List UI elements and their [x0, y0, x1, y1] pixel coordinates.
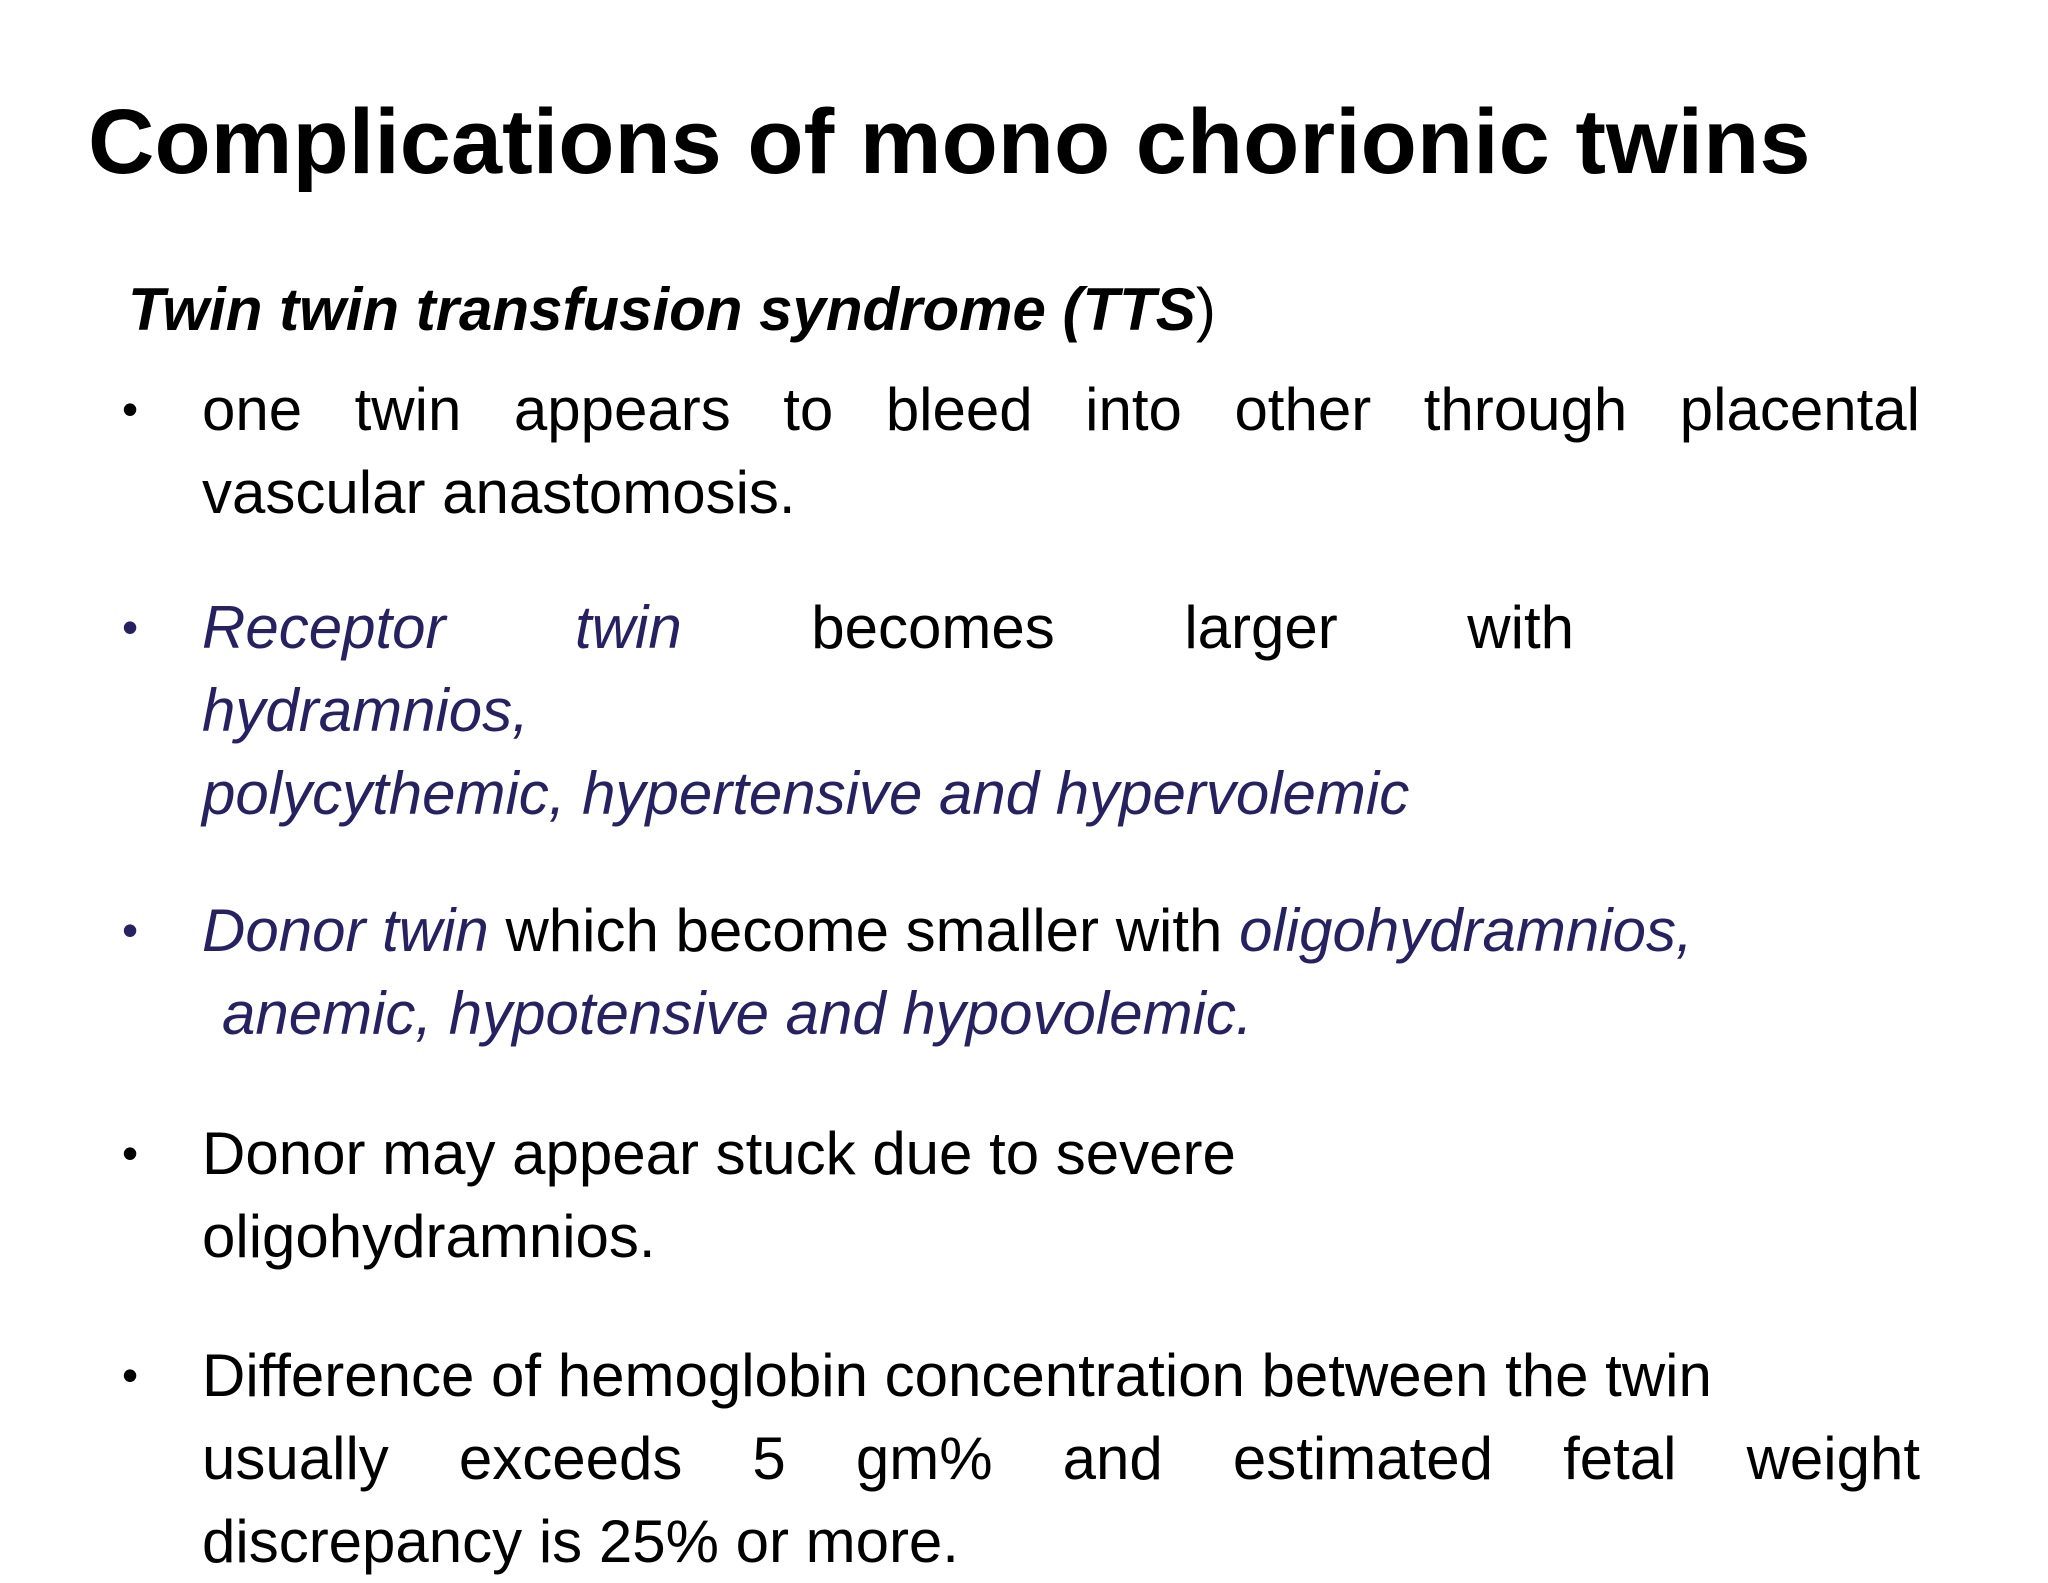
bullet-5-line-3: discrepancy is 25% or more.	[202, 1508, 959, 1575]
word: bleed	[885, 376, 1033, 443]
word: fetal	[1563, 1425, 1677, 1492]
subtitle-text: Twin twin transfusion syndrome (TTS	[128, 276, 1196, 343]
word: exceeds	[458, 1425, 683, 1492]
word: twin	[575, 594, 682, 661]
bullet-2-line-1	[202, 586, 1574, 669]
word: gm%	[855, 1425, 993, 1492]
subtitle-close-paren: )	[1195, 276, 1216, 343]
word: larger	[1184, 594, 1338, 661]
bullet-dot: •	[122, 1349, 139, 1401]
donor-twin-term: Donor twin	[202, 897, 489, 964]
word: Receptor	[202, 594, 446, 661]
bullet-5-line-1: Difference of hemoglobin concentration between the twin	[202, 1342, 1712, 1409]
bullet-dot: •	[122, 1127, 139, 1179]
word: usually	[202, 1425, 389, 1492]
word: placental	[1679, 376, 1920, 443]
word: and	[1062, 1425, 1163, 1492]
bullet-1-line-1	[202, 368, 1920, 451]
word: other	[1234, 376, 1372, 443]
word: through	[1423, 376, 1628, 443]
bullet-5-line-2	[202, 1417, 1920, 1500]
word: one	[202, 376, 303, 443]
word: weight	[1746, 1425, 1920, 1492]
word: twin	[354, 376, 462, 443]
bullet-3-line-2: anemic, hypotensive and hypovolemic.	[222, 980, 1253, 1047]
bullet-1-line-2: vascular anastomosis.	[202, 459, 796, 526]
bullet-dot: •	[122, 601, 139, 653]
word: 5	[752, 1425, 786, 1492]
bullet-dot: •	[122, 904, 139, 956]
word: into	[1085, 376, 1182, 443]
bullet-3-line-1	[202, 889, 1693, 972]
bullet-2-line-3: polycythemic, hypertensive and hypervolemic	[202, 760, 1410, 827]
word: estimated	[1232, 1425, 1493, 1492]
word: appears	[513, 376, 731, 443]
bullet-3-text: which become smaller with	[488, 897, 1240, 964]
slide-title: Complications of mono chorionic twins	[88, 91, 1811, 193]
bullet-4-line-2: oligohydramnios.	[202, 1203, 656, 1270]
word: to	[783, 376, 834, 443]
bullet-2-line-2: hydramnios,	[202, 677, 529, 744]
bullet-dot: •	[122, 383, 139, 435]
bullet-4-line-1: Donor may appear stuck due to severe	[202, 1120, 1236, 1187]
word: becomes	[811, 594, 1055, 661]
word: with	[1467, 594, 1574, 661]
oligohydramnios-term: oligohydramnios,	[1239, 897, 1693, 964]
slide-subtitle	[128, 272, 1216, 348]
